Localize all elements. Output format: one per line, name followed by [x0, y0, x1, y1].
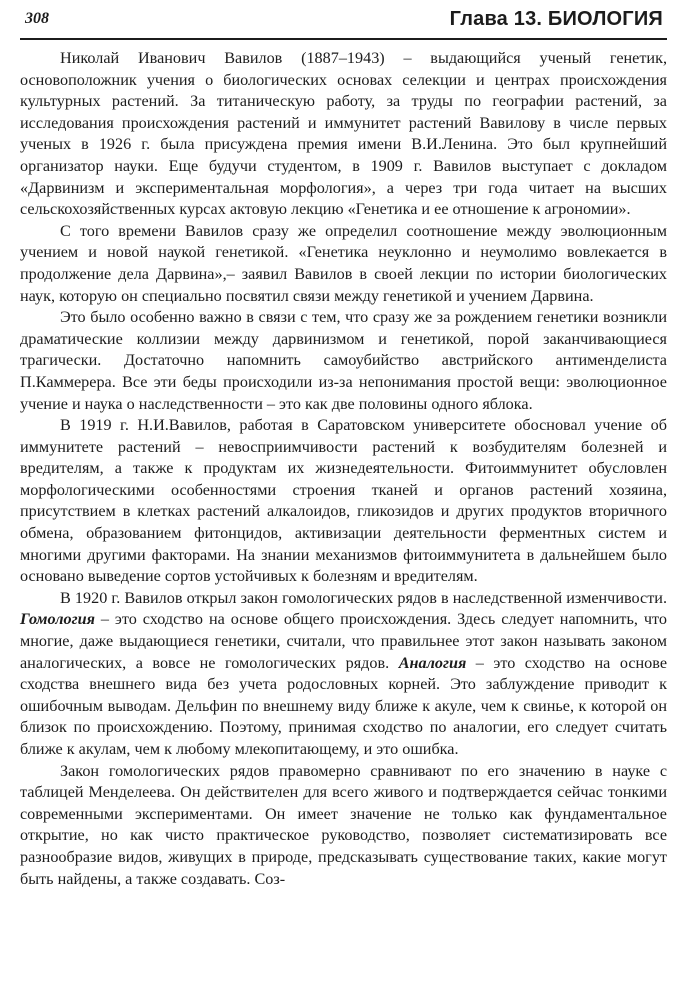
- paragraph: Это было особенно важно в связи с тем, что сразу же за рождением генетики возникли драматические коллизии между дарвинизмом и генетикой, порой заканчивающиеся трагически. Достаточно напомнить самоубийство австрийского антименделиста П.Каммерера. Все эти беды происходили из-за непонимания простой вещи: эволюционное учение и наука о наследственности – это как две половины одного яблока.: [20, 308, 667, 413]
- body-text: [20, 48, 667, 890]
- paragraph: Николай Иванович Вавилов (1887–1943) – выдающийся ученый генетик, основоположник учения о биологических основах селекции и центрах происхождения культурных растений. За титаническую работу, за труды по географии растений, за исследования происхождения растений и иммунитет растений Вавилову в числе первых ученых в 1926 г. была присуждена премия имени В.И.Ленина. Это был крупнейший организатор науки. Еще будучи студентом, в 1909 г. Вавилов выступает с докладом «Дарвинизм и экспериментальная морфология», а через три года читает на высших сельскохозяйственных курсах актовую лекцию «Генетика и ее отношение к агрономии».: [20, 49, 667, 219]
- term-homology: Гомология: [20, 610, 95, 629]
- paragraph-text: В 1920 г. Вавилов открыл закон гомологических рядов в наследственной изменчивости.: [60, 588, 667, 607]
- paragraph-text: – это сходство на основе общего происхождения. Здесь следует напомнить, что многие, даже выдающиеся генетики, считали, что правильнее этот закон называть законом аналогических, а вовсе не гомологических рядов.: [20, 610, 667, 672]
- term-analogy: Аналогия: [398, 653, 467, 672]
- page-number: 308: [25, 10, 49, 27]
- paragraph: [20, 588, 667, 761]
- chapter-title: Глава 13. БИОЛОГИЯ: [449, 8, 663, 30]
- paragraph-text: – это сходство на основе сходства внешнего вида без учета родословных корней. Это заблуждение приводит к ошибочным выводам. Дельфин по внешнему виду ближе к акуле, чем к свинье, к которой он близок по происхождению. Поэтому, принимая сходство по аналогии, его следует считать ближе к акулам, чем к любому млекопитающему, и это ошибка.: [20, 653, 668, 758]
- paragraph: Закон гомологических рядов правомерно сравнивают по его значению в науке с таблицей Менделеева. Он действителен для всего живого и подтверждается сейчас тонкими современными экспериментами. Он имеет значение не только как фундаментальное открытие, но как чисто практическое руководство, позволяет систематизировать все разнообразие видов, живущих в природе, предсказывать существование таких, какие могут быть найдены, а также создавать. Соз-: [20, 761, 667, 888]
- page-header: [20, 8, 667, 40]
- paragraph: В 1919 г. Н.И.Вавилов, работая в Саратовском университете обосновал учение об иммунитете растений – невосприимчивости растений к возбудителям болезней и вредителям, а также к продуктам их жизнедеятельности. Фитоиммунитет обусловлен морфологическими особенностями строения тканей и органов растений хозяина, присутствием в клетках растений алкалоидов, гликозидов и других продуктов вторичного обмена, образованием фитонцидов, активизации деятельности ферментных систем и многими другими факторами. На знании механизмов фитоиммунитета в дальнейшем было основано выведение сортов устойчивых к болезням и вредителям.: [20, 416, 667, 586]
- paragraph: С того времени Вавилов сразу же определил соотношение между эволюционным учением и новой наукой генетикой. «Генетика неуклонно и неумолимо вовлекается в продолжение дела Дарвина»,– заявил Вавилов в своей лекции по истории биологических наук, которую он специально посвятил связи между генетикой и учением Дарвина.: [20, 221, 667, 305]
